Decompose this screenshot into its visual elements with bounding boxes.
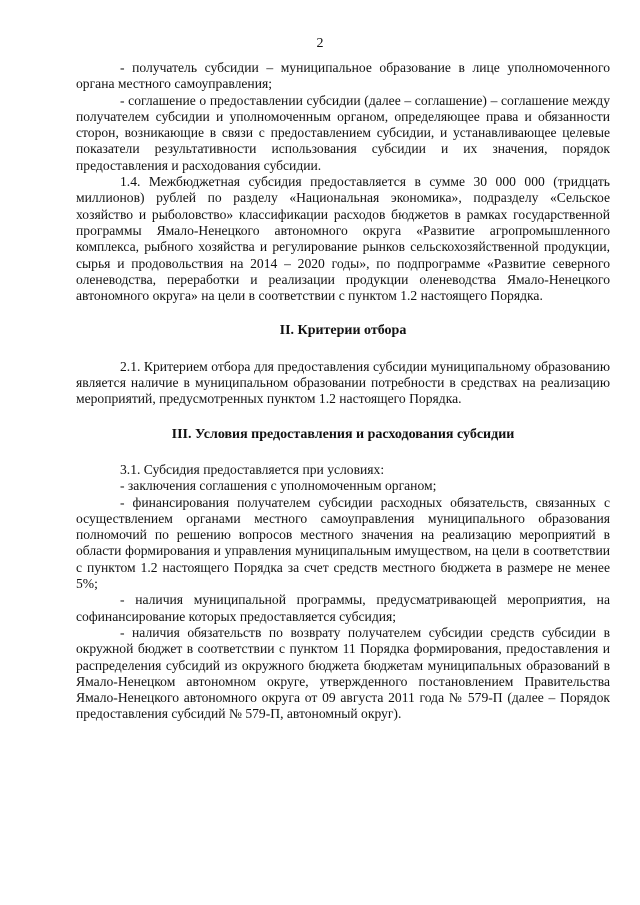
clause-3-1: 3.1. Субсидия предоставляется при условиях:: [120, 461, 385, 477]
clause-1-4: 1.4. Межбюджетная субсидия предоставляется в сумме 30 000 000 (тридцать миллионов) рублей по разделу «Национальная экономика», подразделу «Сельское хозяйство и рыболовство» классификации расходов бюджетов в рамках государственной программы Ямало-Ненецкого автономного округа «Развитие агропромышленного комплекса, рыбного хозяйства и регулирование рынков сельскохозяйственной продукции, сырья и продовольствия на 2014 – 2020 годы», по подпрограмме «Развитие северного оленеводства, переработки и реализации продукции оленеводства Ямало-Ненецкого автономного округа» на цели в соответствии с пунктом 1.2 настоящего Порядка.: [76, 174, 610, 304]
condition-municipal-program: - наличия муниципальной программы, предусматривающей мероприятия, на софинансирование которых предоставляется субсидия;: [76, 592, 610, 624]
definition-recipient: - получатель субсидии – муниципальное образование в лице уполномоченного органа местного самоуправления;: [76, 60, 610, 92]
condition-refund-obligation: - наличия обязательств по возврату получателем субсидии средств субсидии в окружной бюджет в соответствии с пунктом 11 Порядка формирования, предоставления и распределения субсидий из окружного бюджета бюджетам муниципальных образований в Ямало-Ненецком автономном округе, утвержденного постановлением Правительства Ямало-Ненецкого автономного округа от 09 августа 2011 года № 579-П (далее – Порядок предоставления субсидий № 579-П, автономный округ).: [76, 624, 610, 722]
document-body: [76, 60, 610, 723]
section-title-conditions: III. Условия предоставления и расходования субсидии: [171, 426, 515, 442]
clause-2-1: 2.1. Критерием отбора для предоставления субсидии муниципальному образованию является наличие в муниципальном образовании потребности в средствах на реализацию мероприятий, предусмотренных пунктом 1.2 настоящего Порядка.: [76, 358, 610, 407]
page-number: 2: [316, 36, 324, 51]
condition-cofinancing: - финансирования получателем субсидии расходных обязательств, связанных с осуществлением органами местного самоуправления муниципального образования полномочий по решению вопросов местного значения на реализацию мероприятий в области формирования и управления муниципальным имуществом, на цели в соответствии с пунктом 1.2 настоящего Порядка за счет средств местного бюджета в размере не менее 5%;: [76, 494, 610, 592]
condition-agreement: - заключения соглашения с уполномоченным органом;: [120, 478, 437, 494]
spacer: [76, 408, 610, 427]
spacer: [76, 304, 610, 323]
spacer: [76, 340, 610, 359]
spacer: [76, 443, 610, 462]
section-title-criteria: II. Критерии отбора: [279, 323, 407, 339]
definition-agreement: - соглашение о предоставлении субсидии (далее – соглашение) – соглашение между получателем субсидии и уполномоченным органом, определяющее права и обязанности сторон, возникающие в связи с предоставлением субсидии, и устанавливающее целевые показатели результативности использования субсидии и их значения, порядок предоставления и расходования субсидии.: [76, 92, 610, 173]
